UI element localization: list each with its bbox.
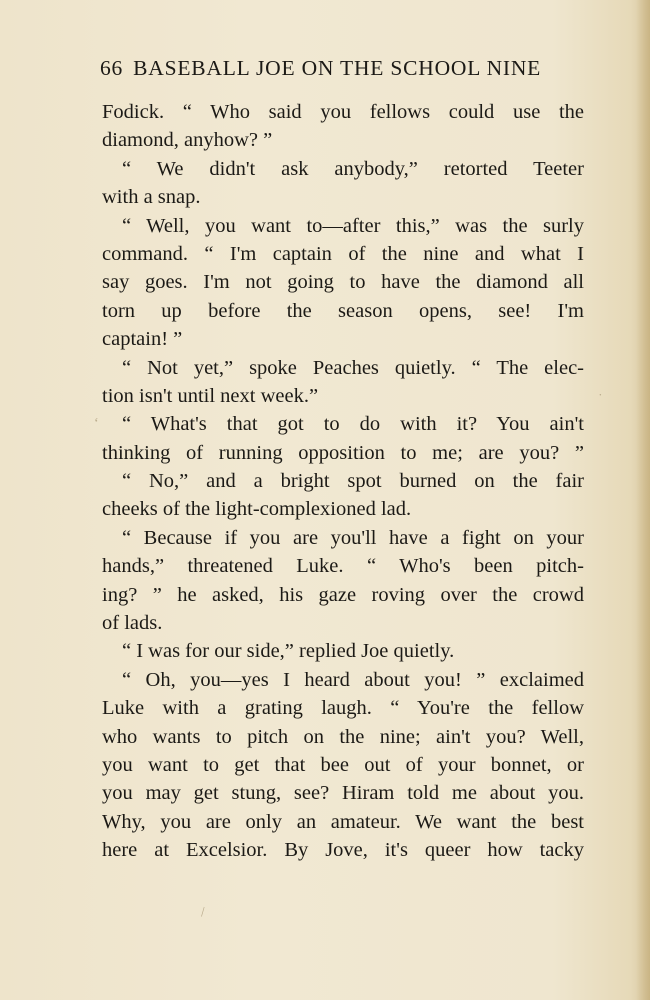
text-line: you may get stung, see? Hiram told me about you. [102,782,584,805]
margin-mark: ˙ [598,392,603,407]
text-line: “ Not yet,” spoke Peaches quietly. “ The elec- [122,356,584,379]
page-edge-shadow [636,0,650,1000]
text-line: “ Well, you want to—after this,” was the surly [122,214,584,237]
text-line: “ What's that got to do with it? You ain't [122,413,584,436]
text-line: “ Oh, you—yes I heard about you! ” exclaimed [122,668,584,691]
text-line: “ Because if you are you'll have a fight on your [122,526,584,549]
text-line: captain! ” [102,328,183,351]
text-line: here at Excelsior. By Jove, it's queer how tacky [102,839,584,862]
text-line: say goes. I'm not going to have the diamond all [102,271,584,294]
text-line: you want to get that bee out of your bonnet, or [102,753,584,776]
margin-mark: ‘ [94,416,99,431]
text-line: with a snap. [102,186,201,209]
text-line: who wants to pitch on the nine; ain't you? Well, [102,725,584,748]
text-line: thinking of running opposition to me; are you? ” [102,441,584,464]
text-line: Luke with a grating laugh. “ You're the fellow [102,697,584,720]
running-header [100,56,580,81]
text-line: cheeks of the light-complexioned lad. [102,498,412,521]
page-number: 66 [100,56,124,80]
body-text [102,98,584,865]
text-line: hands,” threatened Luke. “ Who's been pitch- [102,555,584,578]
text-line: of lads. [102,612,163,635]
running-title: BASEBALL JOE ON THE SCHOOL NINE [133,56,542,80]
text-line: tion isn't until next week.” [102,384,319,407]
text-line: “ We didn't ask anybody,” retorted Teeter [122,157,584,180]
text-line: command. “ I'm captain of the nine and what I [102,242,584,265]
text-line: Why, you are only an amateur. We want the best [102,810,584,833]
text-line: Fodick. “ Who said you fellows could use the [102,101,584,123]
margin-mark: \ [196,905,209,920]
text-line: ing? ” he asked, his gaze roving over the crowd [102,583,584,606]
text-line: “ No,” and a bright spot burned on the fair [122,470,584,493]
text-line: torn up before the season opens, see! I'm [102,299,584,322]
text-line: “ I was for our side,” replied Joe quietly. [122,640,455,663]
text-line: diamond, anyhow? ” [102,129,273,152]
